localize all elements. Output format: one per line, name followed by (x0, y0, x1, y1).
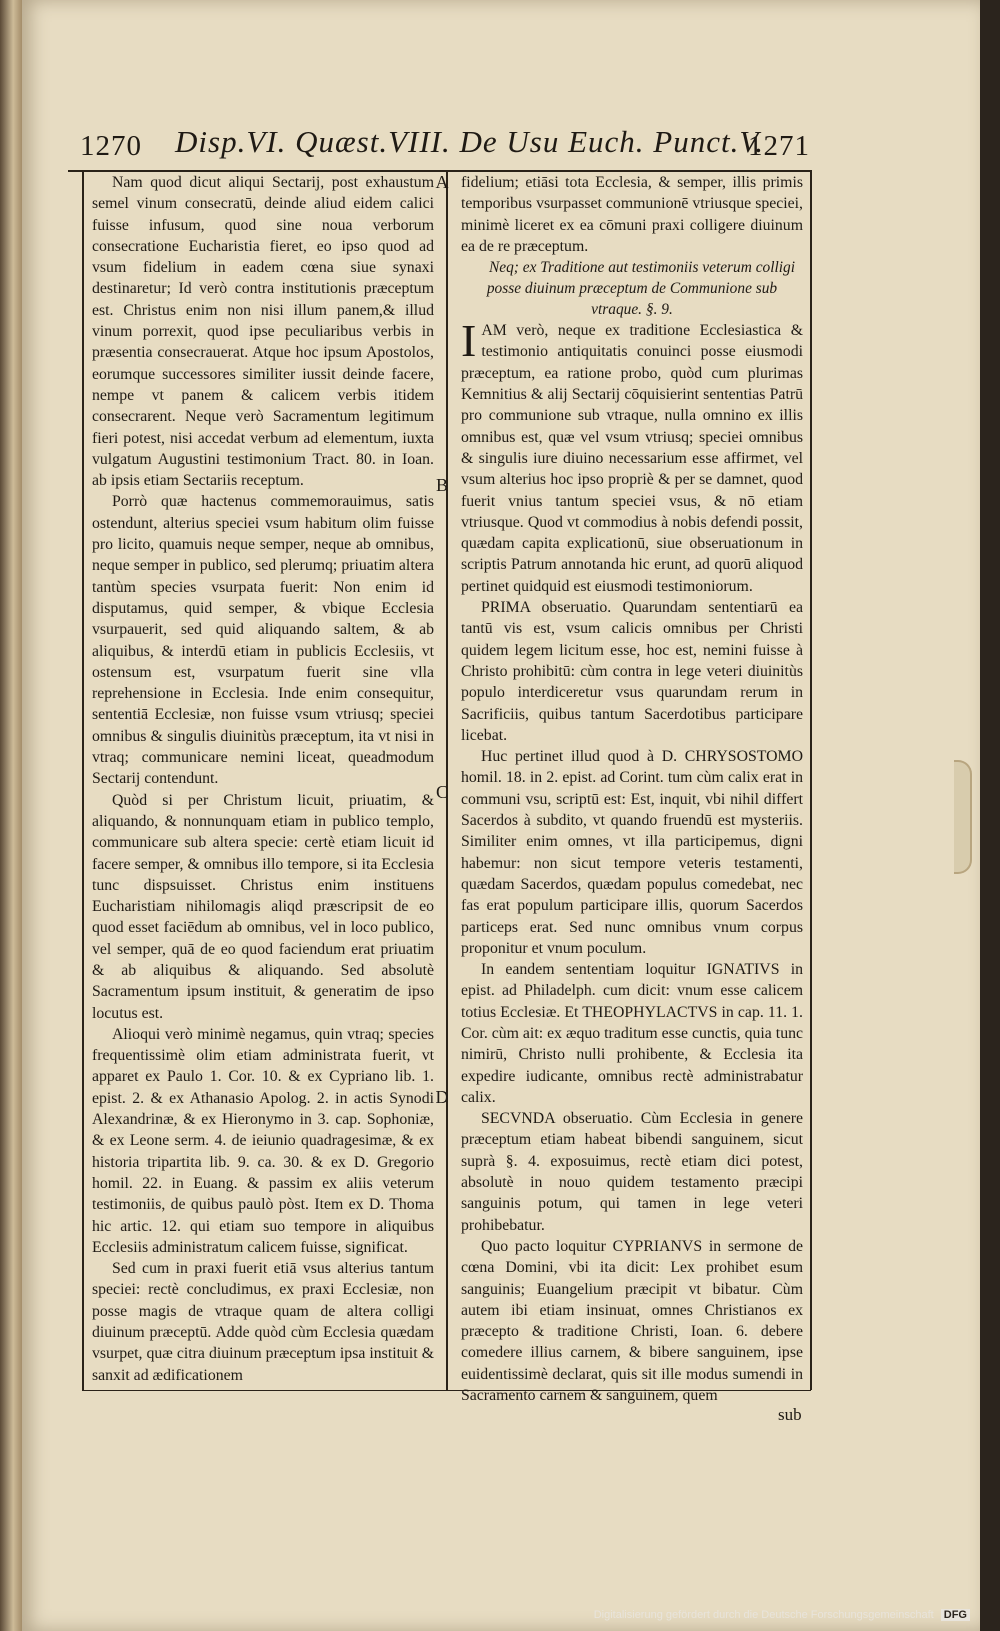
margin-marker-c: C (435, 782, 448, 802)
paragraph: Nam quod dicut aliqui Sectarij, post exhaustum semel vinum consecratū, deinde aliud eidem calici fuisse infusum, quod sine noua verborum consecratione Eucharistia fieret, eo ipso quod ad vsum fidelium in eadem cœna siue synaxi destinaretur; Id verò contra institutionis præceptum est. Christus enim non nisi illum panem,& illud vinum porrexit, quod ipse peculiaribus verbis in præsentia consecrauerat. Atque hoc ipsum Apostolos, eorumque successores similiter iussit deinde facere, nempe vt panem & calicem verbis itidem consecrarent. Neque verò Sacramentum legitimum fieri potest, nisi accedat verbum ad elementum, iuxta vulgatum Augustini testimonium Tract. 80. in Ioan. ab ipsis etiam Sectariis receptum. (92, 174, 434, 490)
paragraph: SECVNDA obseruatio. Cùm Ecclesia in genere præceptum etiam habeat bibendi sanguinem, sicut suprà §. 4. exposuimus, rectè etiam dici potest, absolutè in nouo quidem testamento præcipi sanguinis potum, qui tamen in lege veteri prohibebatur. (461, 1110, 803, 1234)
drop-cap-initial: I (461, 315, 477, 367)
page-tab-marker (954, 760, 972, 874)
margin-marker-a: A (435, 172, 449, 192)
page-number-right: 1271 (748, 130, 810, 162)
catchword: sub (778, 1405, 802, 1424)
paragraph: In eandem sententiam loquitur IGNATIVS in epist. ad Philadelph. cum dicit: vnum esse calicem totius Ecclesiæ. Et THEOPHYLACTVS in cap. 11. 1. Cor. cùm ait: ex æquo traditum esse cunctis, quia tunc nimirū, Christo nulli prohibente, & Ecclesia ita expedire iudicante, omnibus rectè administrabatur calix. (461, 961, 803, 1106)
page-header (80, 126, 810, 174)
paragraph-with-initial (461, 315, 803, 597)
frame-rule-left (82, 170, 84, 1390)
margin-marker-d: D (435, 1087, 449, 1107)
paragraph: fidelium; etiāsi tota Ecclesia, & semper, illis primis temporibus vsurpasset communionē vtriusque speciei, minimè liceret ex ea cōmuni praxi colligere diuinum ea de re præceptum. (461, 174, 803, 255)
footer-text: Digitalisierung gefördert durch die Deutsche Forschungsgemeinschaft (593, 1609, 934, 1621)
book-gutter (0, 0, 22, 1631)
scan-background (980, 0, 1000, 1631)
frame-rule-right (810, 170, 812, 1390)
paragraph: Huc pertinet illud quod à D. CHRYSOSTOMO homil. 18. in 2. epist. ad Corint. tum cùm calix erat in communi vsu, scriptū est: Est, inquit, vbi nihil differt Sacerdos à subdito, vt quando fruendū est mysteriis. Similiter enim omnes, vt illa participemus, digni habemur: non sicut tempore veteris testamenti, quædam Sacerdos, quædam populus comedebat, nec fas erat populum participare illis, quorum Sacerdos particeps erat. Sed nunc omnibus vnum corpus proponitur et vnum poculum. (461, 748, 803, 957)
paragraph-text: AM verò, neque ex traditione Ecclesiastica & testimonio antiquitatis conuinci posse eiusmodi præceptum, ea ratione probo, quòd cum plurimas Kemnitius & alij Sectarij cōquisierint sententias Patrū pro communione sub vtraque, nulla omnino ex illis omnibus est, quæ vel vsum vtriusq; speciei omnibus & singulis iure diuino necessarium esse affirmet, vel vsum alterius hoc ipso propriè & per se damnet, quod fuerit vnius tantum speciei vsus, & nō etiam vtriusque. Quod vt commodius à nobis defendi possit, quædam capita explicationū, siue obseruationum in scriptis Patrum annotanda hic erunt, ad quorū aliquod pertinet quidquid est eiusmodi testimoniorum. (461, 322, 803, 595)
running-title: Disp.VI. Quæst.VIII. De Usu Euch. Punct.V. (175, 124, 765, 159)
page-number-left: 1270 (80, 130, 142, 162)
right-column (461, 172, 803, 1406)
paragraph: Porrò quæ hactenus commemorauimus, satis ostendunt, alterius speciei vsum habitum olim fuisse pro licito, quamuis neque semper, neque ab omnibus, neque semper in publico, sed plerumq; priuatim altera tantùm species vsurpata fuerit: Non enim id disputamus, quid semper, & vbique Ecclesia vsurpauerit, sed quid aliquando saltem, & ab aliquibus, & interdū etiam in publicis Ecclesiis, vt ostensum est, vsurpatum fuerit sine vlla reprehensione in Ecclesia. Inde enim consequitur, sententiā Ecclesiæ, non fuisse vsum vtriusq; speciei omnibus & singulis diuinitùs præceptum, ita vt nisi in vtraq; communicare nemini liceat, queadmodum Sectarij contendunt. (92, 493, 434, 788)
paragraph: Quo pacto loquitur CYPRIANVS in sermone de cœna Domini, vbi ita dicit: Lex prohibet esum sanguinis; Euangelium præcipit vt bibatur. Cùm autem ibi etiam insinuat, omnes Christianos ex præcepto & traditione Christi, Ioan. 6. debere comedere illius carnem, & bibere sanguinem, ipse euidentissimè declarat, quis sit ille modus sumendi in Sacramento carnem & sanguinem, quem (461, 1237, 803, 1405)
section-heading: Neq; ex Traditione aut testimoniis veterum colligi posse diuinum præceptum de Communione sub vtraque. §. 9. (486, 259, 796, 319)
paragraph: Quòd si per Christum licuit, priuatim, & aliquando, & nonnunquam etiam in publico templo, communicare sub altera specie: certè etiam licuit id facere semper, & omnibus illo tempore, si ita Ecclesia tunc dispsuisset. Christus enim instituens Eucharistiam nihilomagis aliqd præscripsit de eo quod esset faciēdum ab omnibus, vel in loco publico, vel semper, quā de eo quod faciendum erat priuatim & ab aliquibus & aliquando. Sed absolutè Sacramentum ipsum instituit, & generatim de ipso locutus est. (92, 791, 434, 1022)
dfg-logo: DFG (941, 1609, 970, 1621)
paragraph: PRIMA obseruatio. Quarundam sententiarū ea tantū vis est, vsum calicis omnibus per Christi quidem legem licitum esse, hoc est, nemini fuisse à Christo prohibitū: cùm contra in lege veteri diuinitùs populo interdiceretur vsus quarundam rerum in Sacrificiis, quibus tantum Sacerdotibus participare licebat. (461, 599, 803, 744)
left-column (92, 172, 434, 1386)
paragraph: Sed cum in praxi fuerit etiā vsus alterius tantum speciei: rectè concludimus, ex praxi Ecclesiæ, non posse magis de vtraque quam de altera colligi diuinum præceptū. Adde quòd cùm Ecclesia quædam vsurpet, quæ citra diuinum præceptum ipsa instituit & sanxit ad ædificationem (92, 1260, 434, 1384)
margin-marker-b: B (435, 475, 448, 495)
paragraph: Alioqui verò minimè negamus, quin vtraq; species frequentissimè olim etiam administrata fuerit, vt apparet ex Paulo 1. Cor. 10. & ex Cypriano lib. 1. epist. 2. & ex Athanasio Apolog. 2. in actis Synodi Alexandrinæ, & ex Hieronymo in 3. cap. Sophoniæ, & ex Leone serm. 4. de ieiunio quadragesimæ, & ex historia tripartita lib. 9. ca. 30. & ex D. Gregorio homil. 22. in Euang. & passim ex aliis veterum testimoniis, de quibus paulò pòst. Item ex D. Thoma hic artic. 12. qui etiam suo tempore in aliquibus Ecclesiis administratum calicem fuisse, significat. (92, 1025, 434, 1256)
column-divider (446, 170, 448, 1390)
digitization-footer (594, 1609, 970, 1621)
